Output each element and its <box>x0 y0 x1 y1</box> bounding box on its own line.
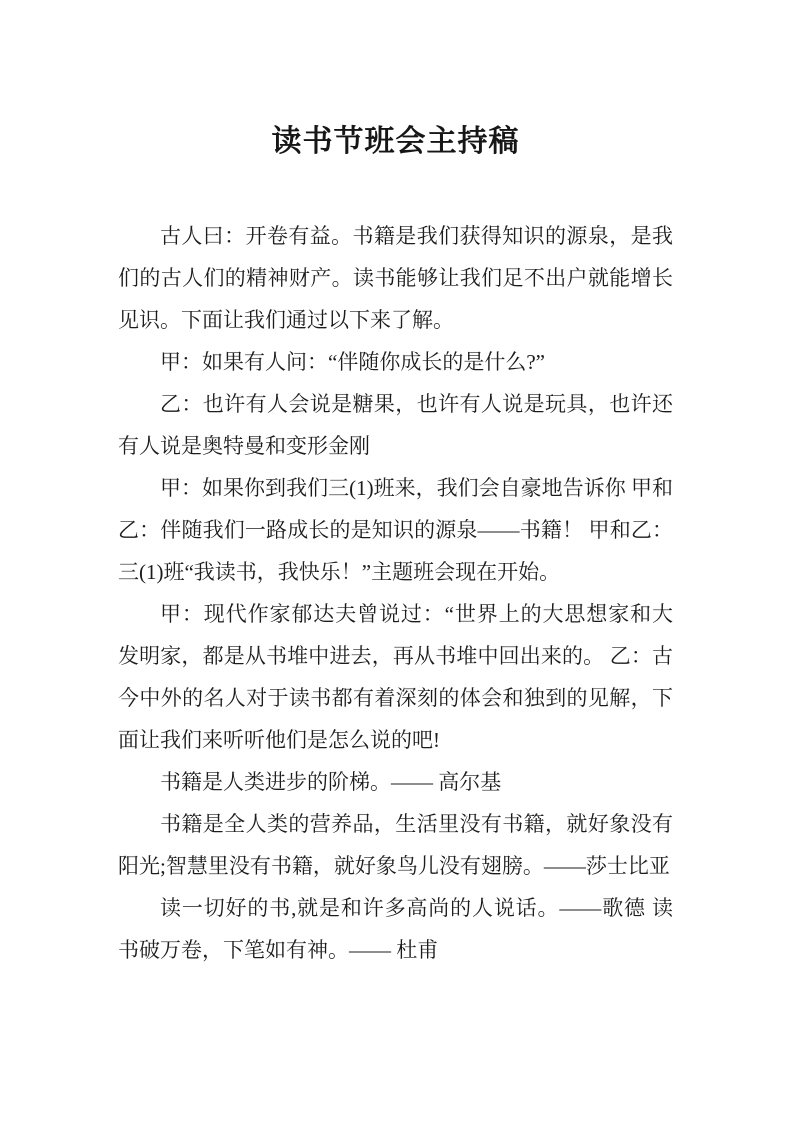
paragraph: 甲：如果你到我们三(1)班来，我们会自豪地告诉你 甲和乙：伴随我们一路成长的是知识的源泉——书籍！ 甲和乙：三(1)班“我读书，我快乐！”主题班会现在开始。 <box>118 476 673 584</box>
document-title: 读书节班会主持稿 <box>271 125 520 158</box>
paragraph: 甲：现代作家郁达夫曾说过：“世界上的大思想家和大发明家，都是从书堆中进去，再从书堆中回出来的。 乙：古今中外的名人对于读书都有着深刻的体会和独到的见解，下面让我们来听听他们是怎么说的吧! <box>118 602 673 752</box>
paragraph: 古人曰：开卷有益。书籍是我们获得知识的源泉，是我们的古人们的精神财产。读书能够让我们足不出户就能增长见识。下面让我们通过以下来了解。 <box>118 224 673 332</box>
document-body <box>118 215 673 971</box>
paragraph: 书籍是全人类的营养品，生活里没有书籍，就好象没有阳光;智慧里没有书籍，就好象鸟儿没有翅膀。——莎士比亚 <box>118 812 673 878</box>
paragraph: 书籍是人类进步的阶梯。—— 高尔基 <box>160 770 502 794</box>
paragraph: 读一切好的书,就是和许多高尚的人说话。——歌德 读书破万卷，下笔如有神。—— 杜甫 <box>118 896 673 962</box>
paragraph: 乙：也许有人会说是糖果，也许有人说是玩具，也许还有人说是奥特曼和变形金刚 <box>118 392 673 458</box>
paragraph: 甲：如果有人问：“伴随你成长的是什么?” <box>160 350 545 374</box>
